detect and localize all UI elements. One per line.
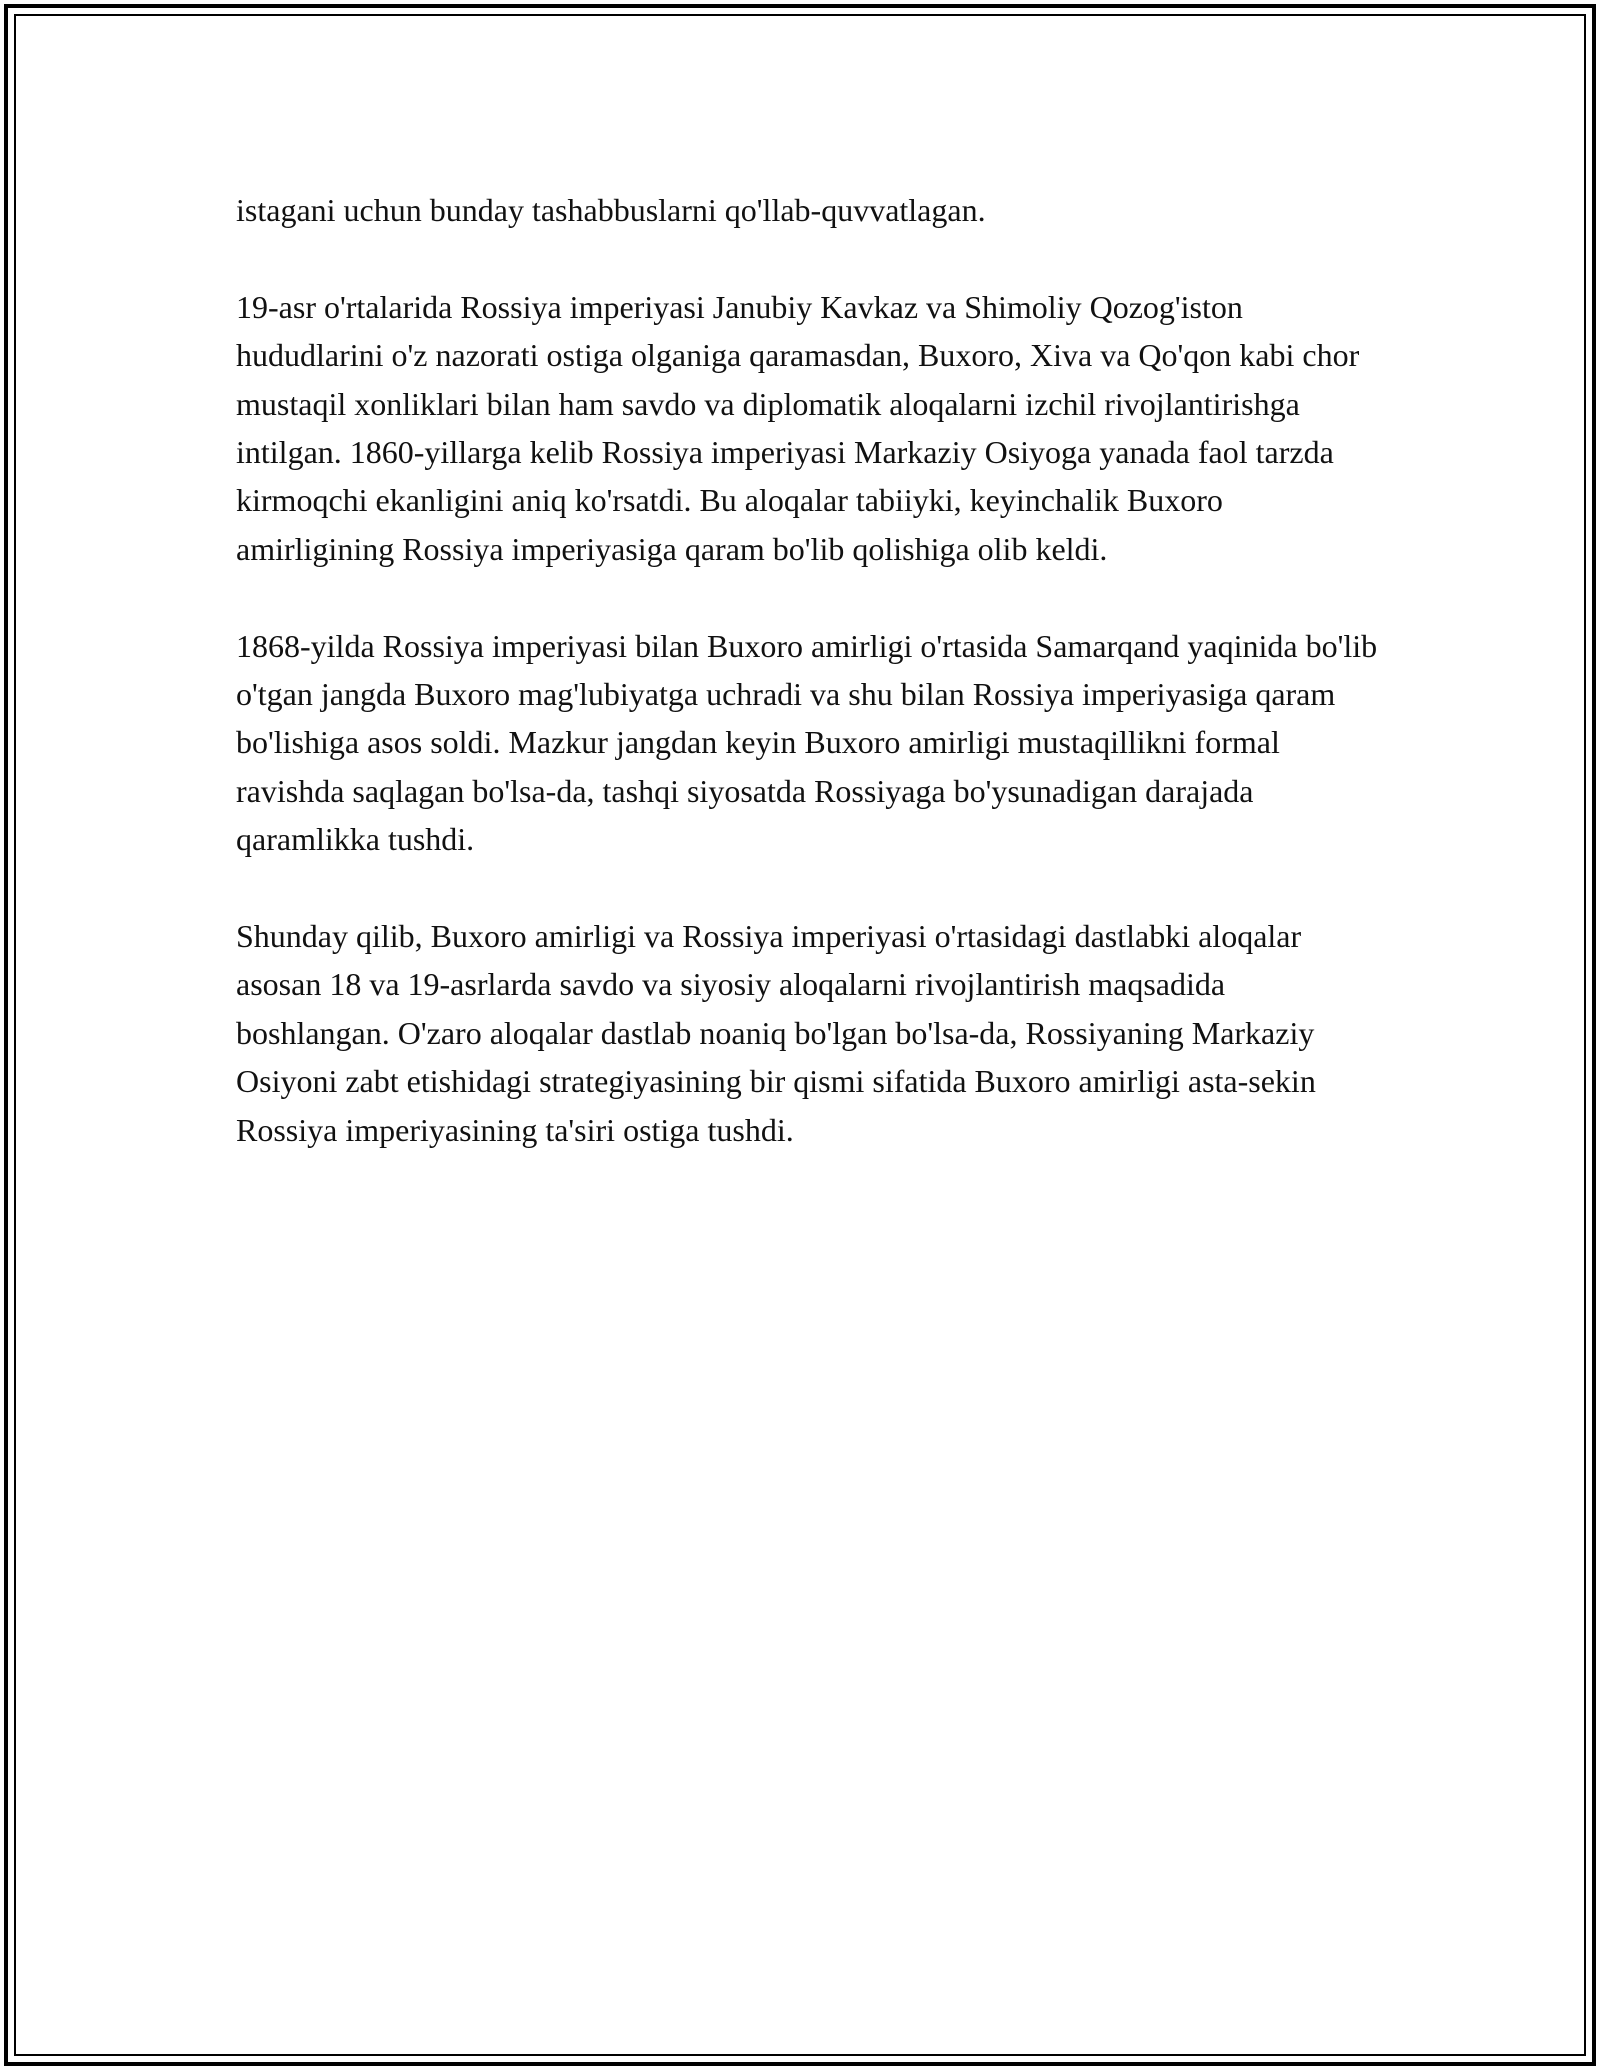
document-body <box>236 186 1386 1202</box>
paragraph-2: 19-asr o'rtalarida Rossiya imperiyasi Janubiy Kavkaz va Shimoliy Qozog'iston hududlarini o'z nazorati ostiga olganiga qaramasdan, Buxoro, Xiva va Qo'qon kabi chor mustaqil xonliklari bilan ham savdo va diplomatik aloqalarni izchil rivojlantirishga intilgan. 1860-yillarga kelib Rossiya imperiyasi Markaziy Osiyoga yanada faol tarzda kirmoqchi ekanligini aniq ko'rsatdi. Bu aloqalar tabiiyki, keyinchalik Buxoro amirligining Rossiya imperiyasiga qaram bo'lib qolishiga olib keldi. <box>236 288 1360 567</box>
paragraph-3: 1868-yilda Rossiya imperiyasi bilan Buxoro amirligi o'rtasida Samarqand yaqinida bo'lib o'tgan jangda Buxoro mag'lubiyatga uchradi va shu bilan Rossiya imperiyasiga qaram bo'lishiga asos soldi. Mazkur jangdan keyin Buxoro amirligi mustaqillikni formal ravishda saqlagan bo'lsa-da, tashqi siyosatda Rossiyaga bo'ysunadigan darajada qaramlikka tushdi. <box>236 627 1378 858</box>
paragraph-1: istagani uchun bunday tashabbuslarni qo'llab-quvvatlagan. <box>236 192 986 228</box>
paragraph-4: Shunday qilib, Buxoro amirligi va Rossiya imperiyasi o'rtasidagi dastlabki aloqalar asosan 18 va 19-asrlarda savdo va siyosiy aloqalarni rivojlantirish maqsadida boshlangan. O'zaro aloqalar dastlab noaniq bo'lgan bo'lsa-da, Rossiyaning Markaziy Osiyoni zabt etishidagi strategiyasining bir qismi sifatida Buxoro amirligi asta-sekin Rossiya imperiyasining ta'siri ostiga tushdi. <box>236 918 1316 1148</box>
